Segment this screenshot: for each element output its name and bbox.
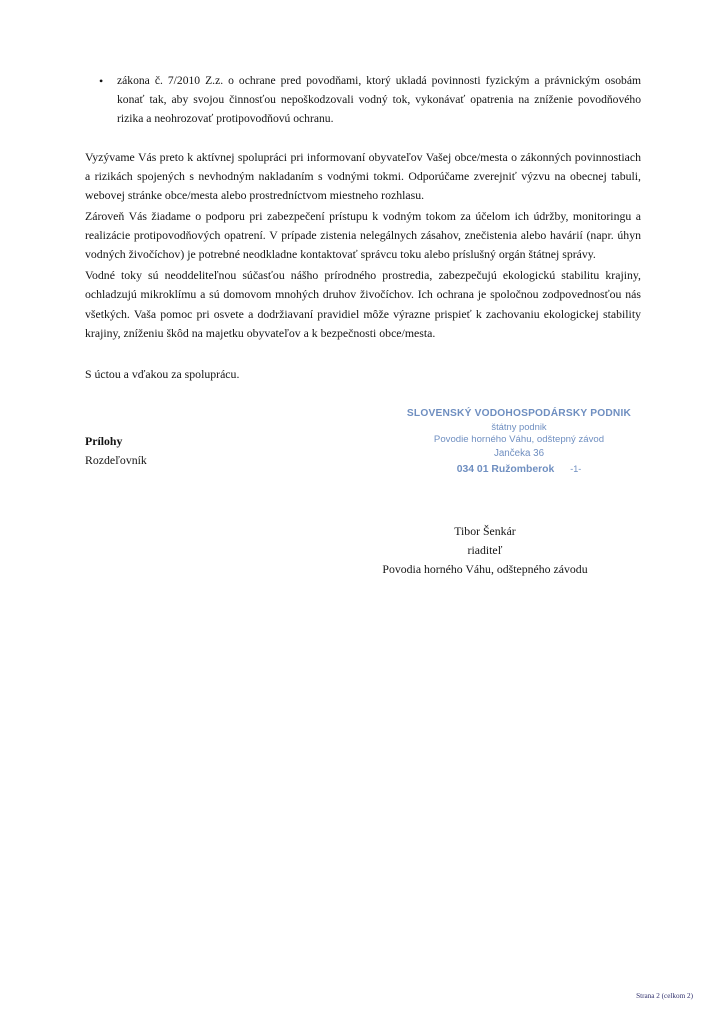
stamp-page-mark: -1- — [570, 463, 582, 474]
signature-name: Tibor Šenkár — [454, 524, 516, 538]
closing-line: S úctou a vďakou za spoluprácu. — [85, 366, 240, 381]
list-item: • zákona č. 7/2010 Z.z. o ochrane pred povodňami, ktorý ukladá povinnosti fyzickým a právnickým osobám konať tak, aby svojou činnosťou nepoškodzovali vodný tok, vykonávať opatrenia na zníženie povodňového rizika a neohrozovať protipovodňovú ochranu. — [85, 72, 641, 129]
paragraph-environment: Vodné toky sú neoddeliteľnou súčasťou nášho prírodného prostredia, zabezpečujú ekologickú stabilitu krajiny, ochladzujú mikroklímu a sú domovom mnohých druhov živočíchov. Ich ochrana je spoločnou zodpovednosťou nás všetkých. Vaša pomoc pri osvete a dodržiavaní pravidiel môže výrazne prispieť k zachovaniu ekologickej stability krajiny, zníženiu škôd na majetku obyvateľov a k bezpečnosti obce/mesta. — [85, 268, 641, 340]
stamp-org-type: štátny podnik — [491, 420, 547, 432]
stamp-city: 034 01 Ružomberok — [456, 463, 555, 475]
document-body — [85, 72, 641, 395]
page-footer: Strana 2 (celkom 2) — [636, 992, 693, 1000]
attachments-title: Prílohy — [85, 434, 123, 448]
attachments-block — [85, 432, 147, 470]
signature-block — [330, 522, 640, 579]
signature-organization: Povodia horného Váhu, odštepného závodu — [382, 562, 588, 577]
stamp-branch: Povodie horného Váhu, odštepný závod — [433, 434, 605, 446]
official-stamp — [404, 407, 634, 477]
signature-position: riaditeľ — [467, 543, 503, 558]
paragraph-access-support: Zároveň Vás žiadame o podporu pri zabezpečení prístupu k vodným tokom za účelom ich údržby, monitoringu a realizácie protipovodňových opatrení. V prípade zistenia nelegálnych zásahov, znečistenia alebo havárií (napr. úhyn vodných živočíchov) je potrebné neodkladne kontaktovať správcu toku alebo príslušný orgán štátnej správy. — [85, 209, 641, 262]
paragraph-cooperation: Vyzývame Vás preto k aktívnej spolupráci pri informovaní obyvateľov Vašej obce/mesta o zákonných povinnostiach a rizikách spojených s nevhodným nakladaním s vodnými tokmi. Odporúčame zverejniť výzvu na obecnej tabuli, webovej stránke obce/mesta alebo prostredníctvom miestneho rozhlasu. — [85, 149, 641, 202]
attachments-item: Rozdeľovník — [85, 452, 147, 467]
legal-bullet-list — [85, 72, 641, 129]
stamp-street: Jančeka 36 — [493, 448, 545, 460]
stamp-org-name: SLOVENSKÝ VODOHOSPODÁRSKY PODNIK — [406, 408, 632, 419]
